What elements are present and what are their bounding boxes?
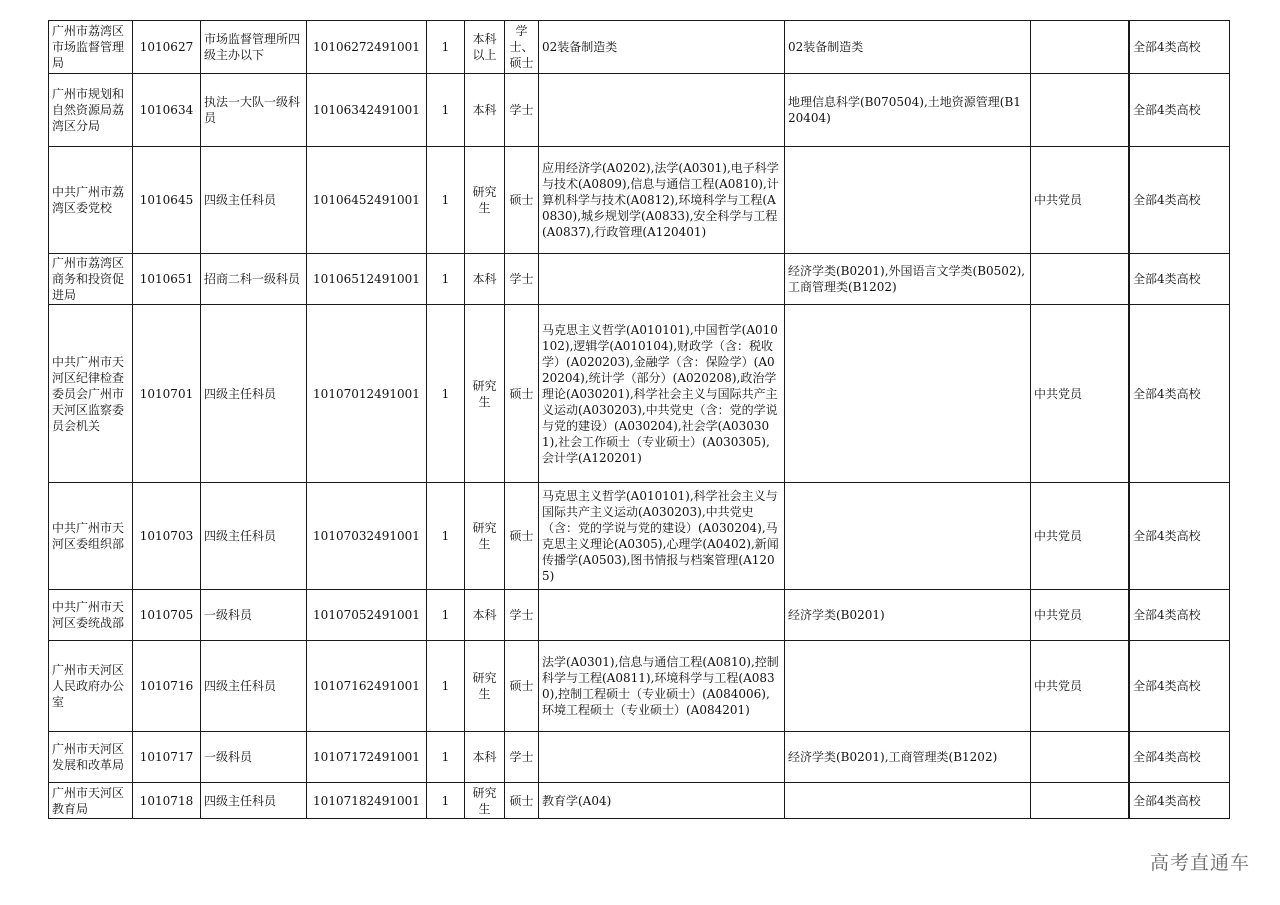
cell-unit-code: 1010651 [133,254,201,305]
cell-education: 本科以上 [465,21,505,74]
cell-grad-major: 应用经济学(A0202),法学(A0301),电子科学与技术(A0809),信息与通信工程(A0810),计算机科学与技术(A0812),环境科学与工程(A0830),城乡规划学(A0833),安全科学与工程(A0837),行政管理(A120401) [539,147,785,254]
cell-unit-code: 1010703 [133,483,201,590]
cell-degree: 学士 [505,254,539,305]
cell-unit: 广州市天河区教育局 [49,783,133,819]
cell-count: 1 [427,590,465,641]
cell-count: 1 [427,641,465,732]
table-row [49,254,1230,305]
table-row [49,590,1230,641]
cell-education: 研究生 [465,783,505,819]
table-row [49,732,1230,783]
table-row [49,305,1230,483]
cell-count: 1 [427,74,465,147]
cell-position-code: 10106342491001 [307,74,427,147]
cell-degree: 硕士 [505,305,539,483]
cell-grad-major [539,74,785,147]
cell-political-status: 中共党员 [1031,641,1129,732]
table-row [49,483,1230,590]
cell-count: 1 [427,21,465,74]
cell-degree: 硕士 [505,483,539,590]
cell-count: 1 [427,783,465,819]
cell-undergrad-major: 地理信息科学(B070504),土地资源管理(B120404) [785,74,1031,147]
cell-unit-code: 1010634 [133,74,201,147]
cell-position-code: 10107032491001 [307,483,427,590]
cell-position-code: 10106272491001 [307,21,427,74]
cell-unit: 广州市天河区发展和改革局 [49,732,133,783]
cell-position-code: 10107182491001 [307,783,427,819]
cell-grad-major: 02装备制造类 [539,21,785,74]
cell-political-status [1031,783,1129,819]
cell-political-status: 中共党员 [1031,483,1129,590]
table-row [49,21,1230,74]
cell-school-type: 全部4类高校 [1130,147,1230,254]
cell-undergrad-major [785,641,1031,732]
cell-count: 1 [427,305,465,483]
cell-unit: 广州市荔湾区商务和投资促进局 [49,254,133,305]
cell-degree: 学士 [505,590,539,641]
cell-degree: 学士 [505,74,539,147]
table-row [49,74,1230,147]
cell-school-type: 全部4类高校 [1130,483,1230,590]
table-body [49,21,1230,819]
cell-position-code: 10107162491001 [307,641,427,732]
cell-education: 研究生 [465,641,505,732]
cell-count: 1 [427,483,465,590]
table-row [49,641,1230,732]
cell-degree: 硕士 [505,147,539,254]
cell-undergrad-major: 经济学类(B0201),工商管理类(B1202) [785,732,1031,783]
cell-unit-code: 1010705 [133,590,201,641]
cell-education: 本科 [465,74,505,147]
cell-political-status [1031,21,1129,74]
cell-undergrad-major: 经济学类(B0201),外国语言文学类(B0502),工商管理类(B1202) [785,254,1031,305]
cell-grad-major: 教育学(A04) [539,783,785,819]
recruitment-table [48,20,1230,819]
cell-grad-major [539,590,785,641]
cell-school-type: 全部4类高校 [1130,305,1230,483]
cell-undergrad-major: 经济学类(B0201) [785,590,1031,641]
table-row [49,147,1230,254]
cell-undergrad-major [785,483,1031,590]
cell-unit: 广州市规划和自然资源局荔湾区分局 [49,74,133,147]
cell-position: 四级主任科员 [201,783,307,819]
cell-unit-code: 1010717 [133,732,201,783]
cell-education: 本科 [465,254,505,305]
cell-position: 执法一大队一级科员 [201,74,307,147]
cell-count: 1 [427,147,465,254]
watermark: 高考直通车 [1149,852,1250,874]
cell-unit: 广州市荔湾区市场监督管理局 [49,21,133,74]
cell-position: 四级主任科员 [201,147,307,254]
cell-unit: 中共广州市荔湾区委党校 [49,147,133,254]
cell-school-type: 全部4类高校 [1130,74,1230,147]
cell-degree: 硕士 [505,783,539,819]
cell-undergrad-major [785,305,1031,483]
cell-school-type: 全部4类高校 [1130,21,1230,74]
cell-position: 招商二科一级科员 [201,254,307,305]
cell-position: 四级主任科员 [201,483,307,590]
cell-unit-code: 1010718 [133,783,201,819]
cell-political-status: 中共党员 [1031,305,1129,483]
cell-position-code: 10107172491001 [307,732,427,783]
cell-school-type: 全部4类高校 [1130,590,1230,641]
cell-political-status [1031,732,1129,783]
cell-education: 本科 [465,732,505,783]
cell-position-code: 10106452491001 [307,147,427,254]
cell-unit-code: 1010645 [133,147,201,254]
cell-position-code: 10106512491001 [307,254,427,305]
cell-count: 1 [427,254,465,305]
cell-unit-code: 1010701 [133,305,201,483]
cell-position: 四级主任科员 [201,641,307,732]
cell-unit: 中共广州市天河区委组织部 [49,483,133,590]
cell-political-status [1031,254,1129,305]
cell-position-code: 10107052491001 [307,590,427,641]
table-row [49,783,1230,819]
cell-education: 研究生 [465,147,505,254]
cell-unit-code: 1010627 [133,21,201,74]
cell-unit: 广州市天河区人民政府办公室 [49,641,133,732]
cell-grad-major [539,732,785,783]
cell-count: 1 [427,732,465,783]
cell-school-type: 全部4类高校 [1130,732,1230,783]
cell-education: 本科 [465,590,505,641]
cell-degree: 硕士 [505,641,539,732]
cell-position: 四级主任科员 [201,305,307,483]
cell-unit-code: 1010716 [133,641,201,732]
cell-school-type: 全部4类高校 [1130,641,1230,732]
cell-position: 一级科员 [201,732,307,783]
cell-education: 研究生 [465,483,505,590]
cell-undergrad-major [785,783,1031,819]
cell-grad-major: 马克思主义哲学(A010101),中国哲学(A010102),逻辑学(A010104),财政学（含：税收学）(A020203),金融学（含：保险学）(A020204),统计学（部分）(A020208),政治学理论(A030201),科学社会主义与国际共产主义运动(A030203),中共党史（含：党的学说与党的建设）(A030204),社会学(A030301),社会工作硕士（专业硕士）(A030305),会计学(A120201) [539,305,785,483]
cell-political-status [1031,74,1129,147]
cell-political-status: 中共党员 [1031,590,1129,641]
cell-school-type: 全部4类高校 [1130,783,1230,819]
cell-unit: 中共广州市天河区委统战部 [49,590,133,641]
cell-unit: 中共广州市天河区纪律检查委员会广州市天河区监察委员会机关 [49,305,133,483]
cell-school-type: 全部4类高校 [1130,254,1230,305]
cell-undergrad-major [785,147,1031,254]
cell-grad-major: 马克思主义哲学(A010101),科学社会主义与国际共产主义运动(A030203),中共党史（含：党的学说与党的建设）(A030204),马克思主义理论(A0305),心理学(A0402),新闻传播学(A0503),图书情报与档案管理(A1205) [539,483,785,590]
cell-position-code: 10107012491001 [307,305,427,483]
cell-education: 研究生 [465,305,505,483]
cell-degree: 学士 [505,732,539,783]
cell-grad-major [539,254,785,305]
cell-position: 一级科员 [201,590,307,641]
cell-political-status: 中共党员 [1031,147,1129,254]
cell-degree: 学士、硕士 [505,21,539,74]
cell-undergrad-major: 02装备制造类 [785,21,1031,74]
cell-grad-major: 法学(A0301),信息与通信工程(A0810),控制科学与工程(A0811),环境科学与工程(A0830),控制工程硕士（专业硕士）(A084006),环境工程硕士（专业硕士）(A084201) [539,641,785,732]
cell-position: 市场监督管理所四级主办以下 [201,21,307,74]
